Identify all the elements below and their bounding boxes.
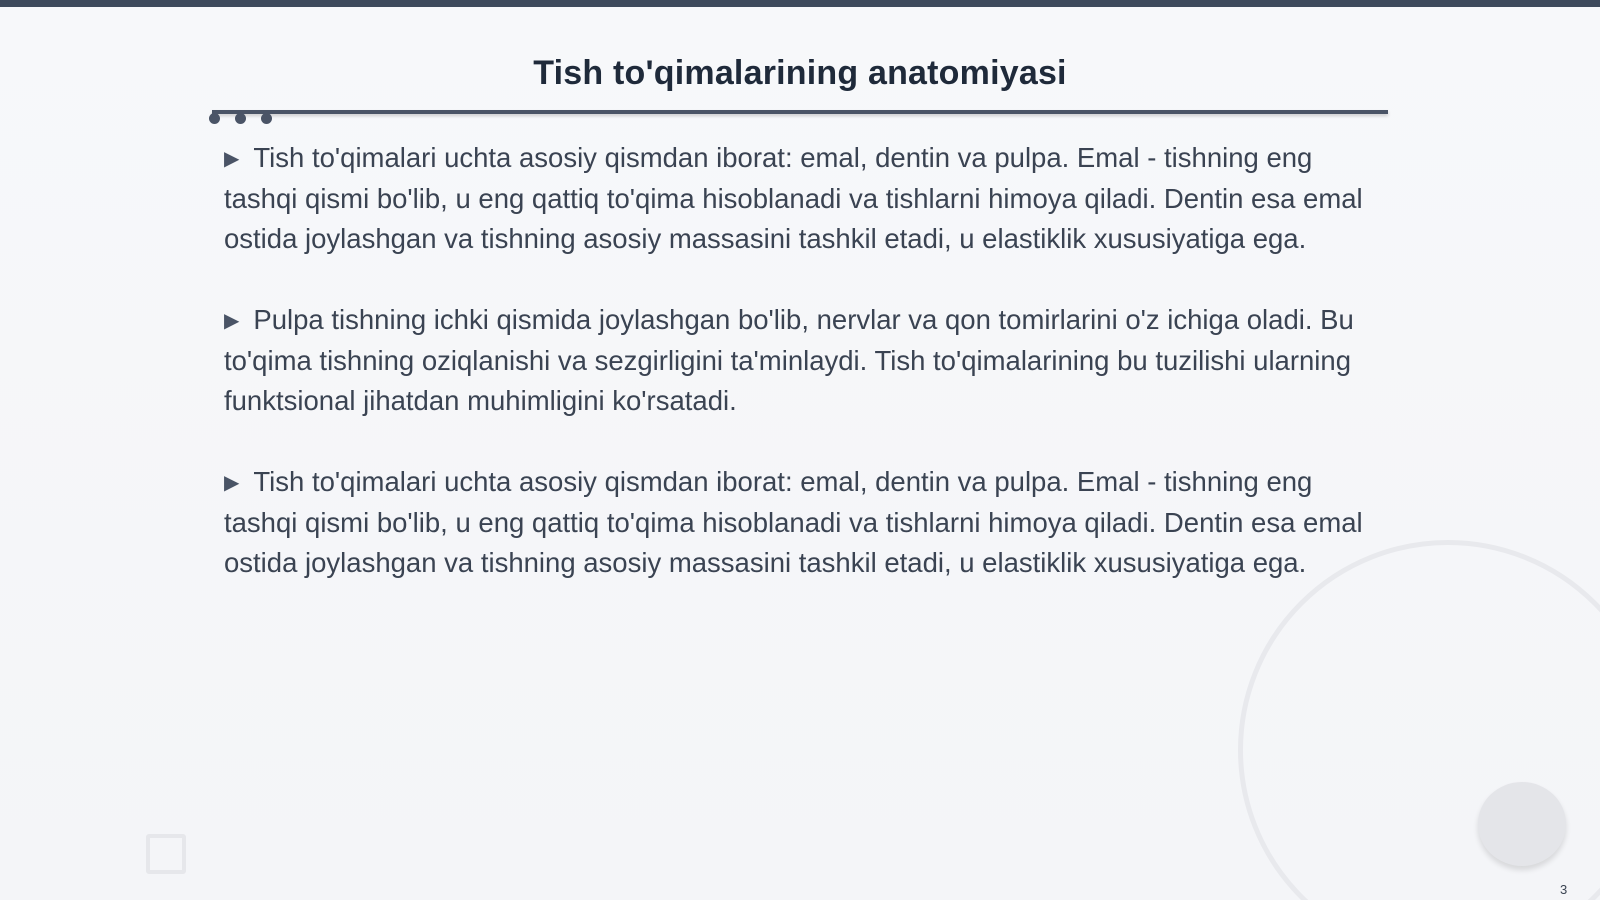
bullet-text: Pulpa tishning ichki qismida joylashgan bo'lib, nervlar va qon tomirlarini o'z ichiga oladi. Bu to'qima tishning oziqlanishi va sezgirligini ta'minlaydi. Tish to'qimalarining bu tuzilishi ularning funktsional jihatdan muhimligini ko'rsatadi. (224, 304, 1354, 416)
triangle-bullet-icon: ▶ (224, 472, 240, 494)
slide-content (224, 138, 1364, 624)
triangle-bullet-icon: ▶ (224, 148, 240, 170)
bullet-text: Tish to'qimalari uchta asosiy qismdan iborat: emal, dentin va pulpa. Emal - tishning eng tashqi qismi bo'lib, u eng qattiq to'qima hisoblanadi va tishlarni himoya qiladi. Dentin esa emal ostida joylashgan va tishning asosiy massasini tashkil etadi, u elastiklik xususiyatiga ega. (224, 142, 1363, 254)
bullet-item (224, 300, 1364, 421)
divider-dot-icon (235, 113, 246, 124)
bullet-item (224, 462, 1364, 583)
bullet-text: Tish to'qimalari uchta asosiy qismdan iborat: emal, dentin va pulpa. Emal - tishning eng tashqi qismi bo'lib, u eng qattiq to'qima hisoblanadi va tishlarni himoya qiladi. Dentin esa emal ostida joylashgan va tishning asosiy massasini tashkil etadi, u elastiklik xususiyatiga ega. (224, 466, 1363, 578)
triangle-bullet-icon: ▶ (224, 310, 240, 332)
divider-dot-icon (209, 113, 220, 124)
divider-dot-icon (261, 113, 272, 124)
bullet-item (224, 138, 1364, 259)
decorative-square (146, 834, 186, 874)
top-accent-bar (0, 0, 1600, 7)
decorative-circle (1478, 782, 1566, 866)
page-number: 3 (1560, 882, 1568, 897)
title-divider (212, 110, 1388, 114)
slide-title: Tish to'qimalarining anatomiyasi (533, 54, 1067, 92)
